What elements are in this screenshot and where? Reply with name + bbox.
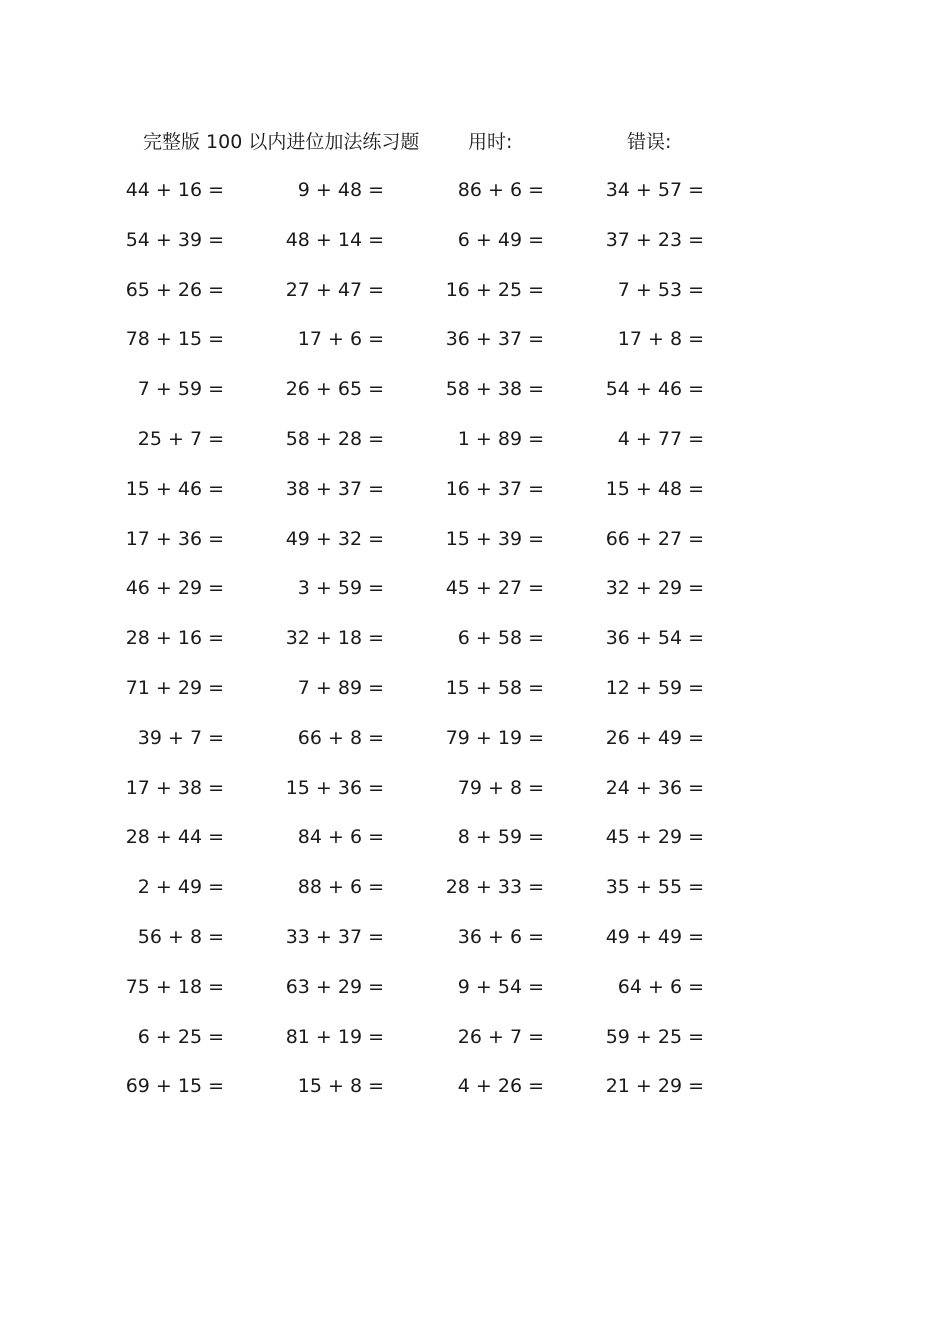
time-label: 用时: [468,131,513,153]
problem: 16 + 25 = [445,278,544,301]
problem: 7 + 59 = [137,378,224,401]
problem: 24 + 36 = [605,776,704,799]
problem: 49 + 32 = [285,527,384,550]
problem: 66 + 27 = [605,527,704,550]
problem: 86 + 6 = [457,179,544,201]
problem: 26 + 65 = [285,378,384,401]
problem-row [0,874,950,924]
problem: 9 + 54 = [457,975,544,998]
problem: 17 + 6 = [297,328,384,351]
problem-row [0,725,950,775]
problem-row [0,227,950,277]
problem: 12 + 59 = [605,676,704,699]
problem: 79 + 19 = [445,726,544,749]
problem: 2 + 49 = [137,876,224,899]
problem: 75 + 18 = [125,975,224,998]
problem: 4 + 77 = [617,427,704,450]
problem: 36 + 54 = [605,627,704,650]
problem: 17 + 8 = [617,328,704,351]
problem: 81 + 19 = [285,1025,384,1048]
problem: 37 + 23 = [605,228,704,251]
worksheet-title: 完整版 100 以内进位加法练习题 [143,131,420,153]
problem: 28 + 33 = [445,876,544,899]
problem-row [0,177,950,227]
problem: 44 + 16 = [125,179,224,201]
problem: 66 + 8 = [297,726,384,749]
problem: 28 + 44 = [125,826,224,849]
problem: 84 + 6 = [297,826,384,849]
problem: 3 + 59 = [297,577,384,600]
problem: 69 + 15 = [125,1075,224,1098]
problem: 28 + 16 = [125,627,224,650]
problem: 15 + 39 = [445,527,544,550]
problem-row [0,1024,950,1074]
problem-row [0,575,950,625]
problem-row [0,824,950,874]
problem: 17 + 38 = [125,776,224,799]
problem-row [0,625,950,675]
problem: 54 + 39 = [125,228,224,251]
problem: 79 + 8 = [457,776,544,799]
problem: 64 + 6 = [617,975,704,998]
problem: 15 + 46 = [125,477,224,500]
problem-row [0,974,950,1024]
problem: 33 + 37 = [285,925,384,948]
problem: 6 + 58 = [457,627,544,650]
problem-row [0,376,950,426]
problem: 1 + 89 = [457,427,544,450]
problem-row [0,775,950,825]
problem: 39 + 7 = [137,726,224,749]
problem: 15 + 36 = [285,776,384,799]
problem: 4 + 26 = [457,1075,544,1098]
problem: 71 + 29 = [125,676,224,699]
problem: 26 + 7 = [457,1025,544,1048]
problem: 88 + 6 = [297,876,384,899]
problem: 16 + 37 = [445,477,544,500]
problem-row [0,1073,950,1123]
errors-label: 错误: [627,131,672,153]
problem: 45 + 27 = [445,577,544,600]
problem: 6 + 49 = [457,228,544,251]
problem-row [0,277,950,327]
problem: 38 + 37 = [285,477,384,500]
problem-row [0,426,950,476]
problem: 15 + 8 = [297,1075,384,1098]
problem: 46 + 29 = [125,577,224,600]
problem-row [0,924,950,974]
problem: 8 + 59 = [457,826,544,849]
problem: 15 + 58 = [445,676,544,699]
problem: 36 + 37 = [445,328,544,351]
problem: 7 + 89 = [297,676,384,699]
problem: 36 + 6 = [457,925,544,948]
problem: 26 + 49 = [605,726,704,749]
problem: 49 + 49 = [605,925,704,948]
problem: 15 + 48 = [605,477,704,500]
problem: 27 + 47 = [285,278,384,301]
problem: 63 + 29 = [285,975,384,998]
problem: 32 + 29 = [605,577,704,600]
problem: 21 + 29 = [605,1075,704,1098]
problem-row [0,526,950,576]
problem: 35 + 55 = [605,876,704,899]
problem: 48 + 14 = [285,228,384,251]
problem-grid [0,177,950,1123]
problem: 54 + 46 = [605,378,704,401]
problem: 59 + 25 = [605,1025,704,1048]
problem: 45 + 29 = [605,826,704,849]
problem-row [0,675,950,725]
problem: 7 + 53 = [617,278,704,301]
problem: 58 + 38 = [445,378,544,401]
problem: 56 + 8 = [137,925,224,948]
problem: 34 + 57 = [605,179,704,201]
problem-row [0,476,950,526]
problem: 65 + 26 = [125,278,224,301]
problem: 58 + 28 = [285,427,384,450]
problem: 9 + 48 = [297,179,384,201]
problem: 32 + 18 = [285,627,384,650]
problem: 6 + 25 = [137,1025,224,1048]
problem: 17 + 36 = [125,527,224,550]
problem: 25 + 7 = [137,427,224,450]
problem-row [0,326,950,376]
problem: 78 + 15 = [125,328,224,351]
